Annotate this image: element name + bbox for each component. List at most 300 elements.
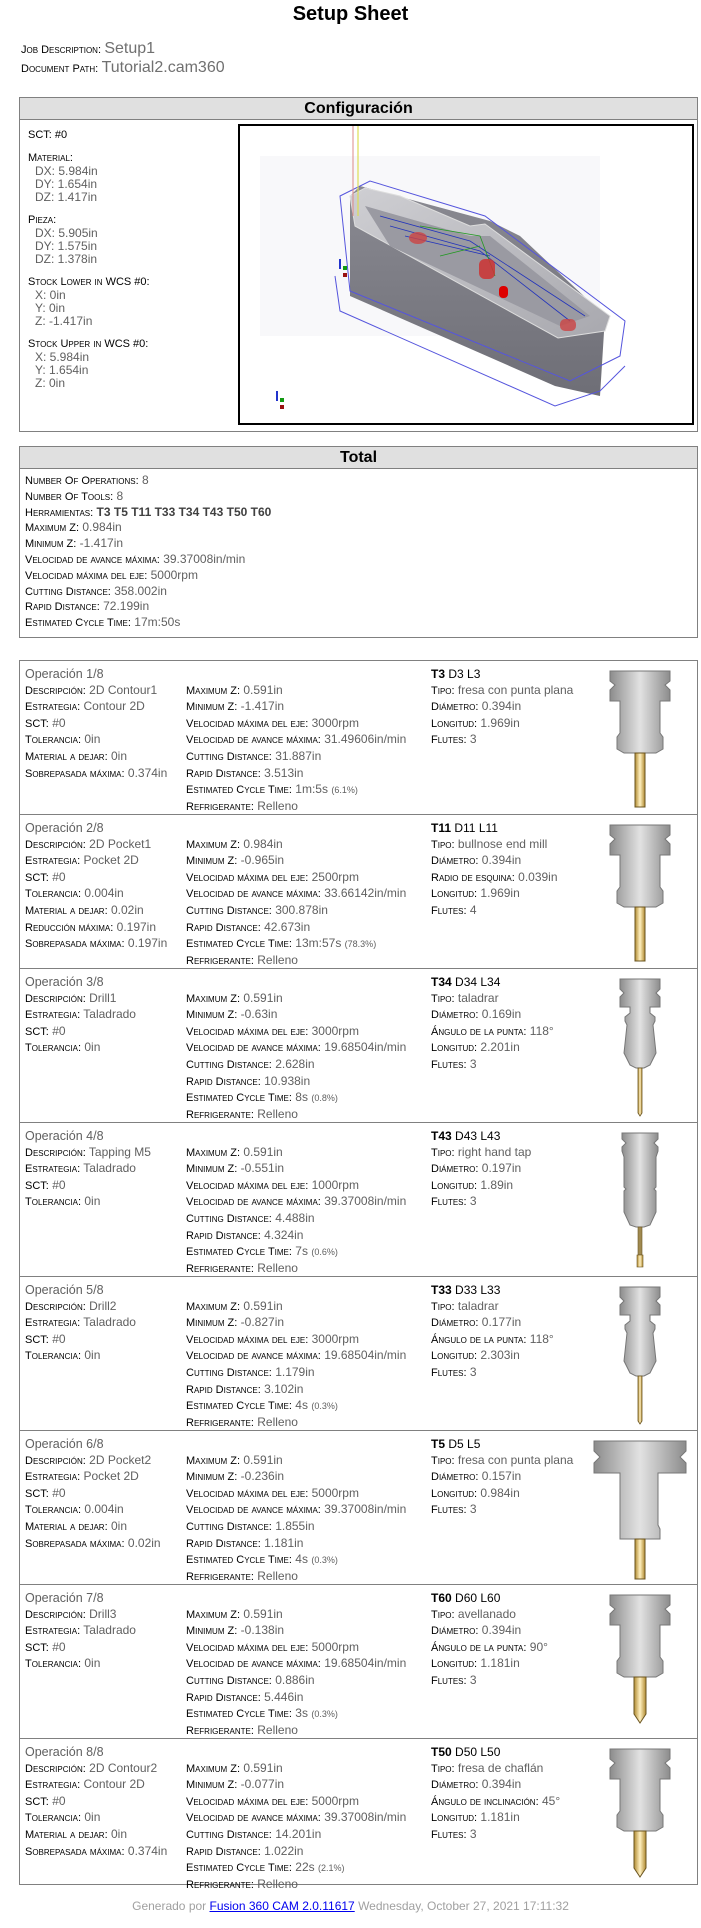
operation-stat-label: Cutting Distance:	[186, 1366, 272, 1379]
cycle-time-percent: (78.3%)	[344, 939, 377, 950]
operation-stat-label: Rapid Distance:	[186, 767, 261, 780]
tool-param-label: Diámetro:	[431, 1471, 479, 1484]
total-row	[25, 584, 697, 600]
operation-stat-label: Minimum Z:	[186, 1009, 238, 1022]
operation-stat	[186, 1178, 406, 1195]
operation-stats	[186, 1145, 406, 1278]
tool-dl: D34 L34	[455, 975, 501, 989]
operation-stats	[186, 1299, 406, 1432]
tool-param-value: 2.201in	[480, 1040, 520, 1055]
tool-param	[431, 1365, 554, 1382]
operation-stat	[186, 1827, 406, 1844]
operation-param-label: SCT:	[25, 1487, 49, 1500]
tool-param-value: taladrar	[457, 990, 499, 1005]
tool-param-label: Diámetro:	[431, 1317, 479, 1330]
tool-dl: D43 L43	[455, 1129, 501, 1143]
stock-upper-label: Stock Upper in WCS #0:	[28, 338, 149, 350]
operation-param-label: Descripción:	[25, 1300, 86, 1313]
tool-param	[431, 1761, 560, 1778]
operation-stat-value: 31.49606in/min	[324, 732, 407, 747]
tool-info	[431, 1745, 560, 1844]
tool-param-value: avellanado	[457, 1606, 516, 1621]
operation-param-value: Taladrado	[83, 1315, 136, 1330]
tool-title	[431, 1591, 548, 1607]
tool-param-value: 1.969in	[480, 715, 520, 730]
operation-param-label: Tolerancia:	[25, 1042, 82, 1055]
operation-stat-value: 4s	[295, 1398, 308, 1413]
operation-stat	[186, 853, 406, 870]
operation-stat	[186, 1090, 406, 1107]
tool-param-label: Longitud:	[431, 888, 478, 901]
operation-stat	[186, 1365, 406, 1382]
tool-param-label: Flutes:	[431, 1196, 467, 1209]
operation-stats	[186, 1761, 406, 1894]
operation-param	[25, 920, 167, 937]
operation-stat-label: Minimum Z:	[186, 1163, 238, 1176]
part-render-icon	[240, 126, 692, 423]
total-row	[25, 473, 697, 489]
tool-param-label: Tipo:	[431, 1762, 455, 1775]
tool-param-value: 118°	[529, 1023, 554, 1038]
operation-stat-value: 19.68504in/min	[324, 1040, 407, 1055]
operation-stat-value: -0.138in	[240, 1623, 285, 1638]
tool-param	[431, 1348, 554, 1365]
operation-param-value: Tapping M5	[88, 1144, 151, 1159]
operation-param	[25, 1178, 151, 1195]
operation-param	[25, 1145, 151, 1162]
operation-stat	[186, 1486, 406, 1503]
operation-param-value: 2D Pocket1	[89, 836, 152, 851]
total-title: Total	[20, 447, 697, 469]
operation-param	[25, 1502, 161, 1519]
tool-param	[431, 1007, 554, 1024]
tool-number: T34	[431, 975, 452, 989]
operation-stat-label: Rapid Distance:	[186, 1229, 261, 1242]
operation-info	[25, 1283, 136, 1365]
operation-stat-label: Minimum Z:	[186, 1625, 238, 1638]
tool-param-label: Diámetro:	[431, 1625, 479, 1638]
tool-info	[431, 1591, 548, 1690]
operation-param-value: Pocket 2D	[83, 853, 139, 868]
total-panel	[19, 446, 698, 638]
operation-param-value: 0in	[111, 748, 128, 763]
tool-param-label: Longitud:	[431, 1812, 478, 1825]
operation-stat	[186, 1244, 406, 1261]
stock-upper-x: X: 5.984in	[35, 350, 90, 364]
operation-item	[20, 1431, 697, 1585]
operation-stat-label: Minimum Z:	[186, 1471, 238, 1484]
operation-info	[25, 1437, 161, 1552]
operation-stat	[186, 1382, 406, 1399]
operation-stat-value: -0.63in	[240, 1007, 278, 1022]
tool-param-label: Ángulo de la punta:	[431, 1025, 527, 1038]
operation-stat	[186, 1640, 406, 1657]
operation-stat	[186, 1453, 406, 1470]
tool-param-value: 118°	[529, 1331, 554, 1346]
operation-param-value: #0	[52, 715, 66, 730]
tool-dl: D5 L5	[448, 1437, 481, 1451]
operation-param-value: 0.004in	[84, 1502, 124, 1517]
operation-param-value: Drill3	[89, 1606, 117, 1621]
operation-stat-label: Estimated Cycle Time:	[186, 938, 292, 951]
tool-info	[431, 1437, 573, 1519]
tool-param-value: 3	[469, 1364, 477, 1379]
total-row	[25, 489, 697, 505]
operation-stat-label: Minimum Z:	[186, 701, 238, 714]
operation-title: Operación 4/8	[25, 1129, 104, 1143]
tool-param	[431, 1827, 560, 1844]
total-row-value: -1.417in	[79, 536, 124, 551]
operation-param	[25, 683, 167, 700]
operation-param-value: 2D Contour1	[89, 682, 158, 697]
operation-stat-label: Refrigerante:	[186, 1724, 254, 1737]
tool-param	[431, 1194, 531, 1211]
operation-stat	[186, 782, 406, 799]
operation-stat-value: 5.446in	[264, 1689, 304, 1704]
operation-param-value: 0in	[84, 1810, 101, 1825]
operation-param	[25, 1469, 161, 1486]
operation-stat	[186, 732, 406, 749]
tool-param-label: Tipo:	[431, 1454, 455, 1467]
total-row	[25, 568, 697, 584]
tool-param	[431, 1315, 554, 1332]
total-row-value: 39.37008in/min	[163, 551, 246, 566]
tool-param	[431, 991, 554, 1008]
tool-param	[431, 683, 573, 700]
operation-stat	[186, 1777, 406, 1794]
tool-param-label: Longitud:	[431, 1179, 478, 1192]
operation-stat-value: 1m:5s	[295, 782, 328, 797]
tool-param	[431, 870, 558, 887]
operation-param	[25, 1040, 136, 1057]
operation-param-label: Descripción:	[25, 992, 86, 1005]
tool-param	[431, 1040, 554, 1057]
tool-param-value: fresa de chaflán	[457, 1760, 544, 1775]
operation-stat	[186, 1519, 406, 1536]
tool-param-label: Flutes:	[431, 1828, 467, 1841]
operation-stat-value: 33.66142in/min	[324, 886, 407, 901]
tool-dl: D11 L11	[454, 821, 498, 835]
operation-stat-label: Estimated Cycle Time:	[186, 1246, 292, 1259]
operation-stat	[186, 1007, 406, 1024]
tool-param-label: Tipo:	[431, 1300, 455, 1313]
operation-stat	[186, 766, 406, 783]
operation-param	[25, 1332, 136, 1349]
operation-param-label: Estrategia:	[25, 855, 81, 868]
tool-param-value: 1.969in	[480, 886, 520, 901]
job-description-row	[21, 40, 225, 59]
tool-image-drill-icon	[590, 1281, 690, 1426]
operation-param-value: Contour 2D	[83, 699, 145, 714]
operations-panel	[19, 660, 698, 1891]
operation-info	[25, 1745, 167, 1860]
operation-stat-label: Velocidad de avance máxima:	[186, 1658, 321, 1671]
operation-stat-label: Estimated Cycle Time:	[186, 1400, 292, 1413]
operation-param-value: 0in	[84, 1040, 101, 1055]
operation-param	[25, 1536, 161, 1553]
operation-param-value: 0in	[111, 1518, 128, 1533]
operation-stat-value: 0.591in	[243, 1606, 283, 1621]
fusion-cam-link[interactable]: Fusion 360 CAM 2.0.11617	[209, 1899, 355, 1913]
operation-param-label: Descripción:	[25, 1454, 86, 1467]
hole-marker-2	[479, 259, 495, 279]
operation-stat	[186, 1844, 406, 1861]
operation-param	[25, 1623, 136, 1640]
tool-number: T33	[431, 1283, 452, 1297]
tool-param	[431, 1453, 573, 1470]
tool-title	[431, 1283, 554, 1299]
operation-param-value: 0in	[111, 1826, 128, 1841]
operation-title: Operación 5/8	[25, 1283, 104, 1297]
total-row-value: 0.984in	[82, 520, 122, 535]
operation-param	[25, 716, 167, 733]
operation-stat-label: Rapid Distance:	[186, 921, 261, 934]
total-row-label: Minimum Z:	[25, 538, 77, 551]
total-row-value: T3 T5 T11 T33 T34 T43 T50 T60	[96, 504, 272, 519]
operation-stat	[186, 1794, 406, 1811]
operation-stat-value: Relleno	[257, 1722, 298, 1737]
tool-param-label: Diámetro:	[431, 1163, 479, 1176]
operation-param	[25, 1007, 136, 1024]
stock-upper-y: Y: 1.654in	[35, 363, 89, 377]
operation-stat	[186, 1398, 406, 1415]
operation-stat-value: 5000rpm	[311, 1793, 359, 1808]
operation-param-value: 0.02in	[127, 1535, 161, 1550]
configuration-details	[28, 128, 150, 399]
operation-param-value: 0.02in	[111, 902, 144, 917]
tool-param	[431, 1502, 573, 1519]
operation-param	[25, 1777, 167, 1794]
tool-number: T50	[431, 1745, 452, 1759]
operation-stat-label: Cutting Distance:	[186, 750, 272, 763]
tool-param-label: Longitud:	[431, 1350, 478, 1363]
operation-param-label: SCT:	[25, 1641, 49, 1654]
operation-stat-value: 8s	[295, 1090, 308, 1105]
tool-param-value: 0.394in	[481, 1777, 522, 1792]
operation-stat-label: Refrigerante:	[186, 1878, 254, 1891]
material-dx: DX: 5.984in	[35, 164, 98, 178]
operation-param-label: Tolerancia:	[25, 1350, 82, 1363]
operation-stat-value: 39.37008in/min	[324, 1194, 407, 1209]
operation-stat-label: Minimum Z:	[186, 855, 238, 868]
tool-param-value: 3	[469, 1672, 477, 1687]
footer-prefix: Generado por	[132, 1899, 207, 1913]
tool-number: T60	[431, 1591, 452, 1605]
tool-param-value: 0.984in	[480, 1485, 520, 1500]
job-description-label: Job Description:	[21, 44, 102, 56]
pieza-label: Pieza:	[28, 214, 57, 226]
tool-dl: D3 L3	[448, 667, 481, 681]
operation-stat	[186, 1469, 406, 1486]
total-row-label: Estimated Cycle Time:	[25, 617, 131, 630]
operation-stat	[186, 1074, 406, 1091]
operation-param-label: SCT:	[25, 871, 49, 884]
tool-param-value: 0.169in	[481, 1007, 522, 1022]
operation-stat-label: Maximum Z:	[186, 684, 240, 697]
tool-param-label: Diámetro:	[431, 1779, 479, 1792]
tool-param-label: Diámetro:	[431, 855, 479, 868]
tool-param	[431, 1640, 548, 1657]
operation-stat-value: Relleno	[257, 1568, 298, 1583]
operation-stat-label: Estimated Cycle Time:	[186, 1554, 292, 1567]
operation-param	[25, 1315, 136, 1332]
operation-param-label: Material a dejar:	[25, 1520, 108, 1533]
operation-param	[25, 1844, 167, 1861]
stock-upper-block	[28, 337, 150, 390]
sct-value: SCT: #0	[28, 129, 68, 141]
operation-param-label: SCT:	[25, 1333, 49, 1346]
operation-stat	[186, 1761, 406, 1778]
operation-stat	[186, 991, 406, 1008]
tool-param-label: Flutes:	[431, 1058, 467, 1071]
operation-stat	[186, 716, 406, 733]
operation-stat-label: Minimum Z:	[186, 1779, 238, 1792]
tool-param	[431, 1469, 573, 1486]
operation-param	[25, 1827, 167, 1844]
operation-stat	[186, 1723, 406, 1740]
tool-param	[431, 716, 573, 733]
tool-param-label: Tipo:	[431, 1608, 455, 1621]
operation-stat-label: Velocidad máxima del eje:	[186, 1641, 309, 1654]
operation-param-value: Contour 2D	[83, 1777, 145, 1792]
operation-stat-label: Rapid Distance:	[186, 1845, 261, 1858]
material-dz: DZ: 1.417in	[35, 190, 98, 204]
operation-param	[25, 853, 167, 870]
tool-param-value: 0.039in	[518, 869, 558, 884]
operation-stat-value: 42.673in	[264, 919, 311, 934]
tool-image-pointed-icon	[590, 1589, 690, 1734]
operation-stat	[186, 699, 406, 716]
operation-stat-value: 39.37008in/min	[324, 1810, 407, 1825]
cycle-time-percent: (6.1%)	[331, 785, 358, 796]
operation-stat-value: 300.878in	[275, 902, 328, 917]
operation-stat-value: 3.513in	[264, 765, 304, 780]
operation-stat	[186, 1024, 406, 1041]
tool-title	[431, 667, 573, 683]
operation-title: Operación 6/8	[25, 1437, 104, 1451]
tool-param-label: Tipo:	[431, 1146, 455, 1159]
tool-param-label: Diámetro:	[431, 1009, 479, 1022]
operation-stat-value: 5000rpm	[311, 1639, 359, 1654]
cycle-time-percent: (0.6%)	[311, 1247, 338, 1258]
operation-stat	[186, 1211, 406, 1228]
tool-param-value: 0.197in	[481, 1161, 522, 1176]
operation-info	[25, 1129, 151, 1211]
operation-param	[25, 903, 167, 920]
operation-stat	[186, 903, 406, 920]
tool-image-drill-icon	[590, 973, 690, 1118]
operation-stats	[186, 837, 406, 970]
total-row	[25, 599, 697, 615]
operation-stat-value: 0.591in	[243, 990, 283, 1005]
operation-param	[25, 1794, 167, 1811]
tool-param	[431, 1810, 560, 1827]
operation-item	[20, 815, 697, 969]
operation-param	[25, 1519, 161, 1536]
tool-info	[431, 821, 558, 920]
tool-image-wide-icon	[590, 1435, 690, 1580]
operation-stat-label: Cutting Distance:	[186, 1674, 272, 1687]
operation-param-label: Estrategia:	[25, 701, 81, 714]
operation-item	[20, 1585, 697, 1739]
tool-info	[431, 1129, 531, 1211]
tool-param-label: Ángulo de la punta:	[431, 1333, 527, 1346]
operation-info	[25, 821, 167, 953]
operation-param-label: SCT:	[25, 1025, 49, 1038]
operation-stat-value: 0.591in	[243, 1760, 283, 1775]
total-row	[25, 615, 697, 631]
tool-param-value: 3	[469, 1056, 477, 1071]
operation-stat-value: 2.628in	[275, 1056, 315, 1071]
operation-param-value: #0	[52, 1793, 66, 1808]
operation-stat-value: 2500rpm	[311, 869, 359, 884]
operation-stat	[186, 1552, 406, 1569]
operation-param	[25, 936, 167, 953]
total-row-label: Herramientas:	[25, 506, 94, 519]
operation-param	[25, 699, 167, 716]
operation-param-label: Descripción:	[25, 1146, 86, 1159]
total-row-value: 8	[141, 473, 149, 487]
operation-item	[20, 661, 697, 815]
operation-stat-label: Velocidad máxima del eje:	[186, 1795, 309, 1808]
operation-stat	[186, 1673, 406, 1690]
tool-param	[431, 1486, 573, 1503]
document-path-label: Document Path:	[21, 63, 99, 75]
tool-param-value: bullnose end mill	[457, 836, 548, 851]
tool-image-pointed-icon	[590, 1743, 690, 1888]
operation-param-label: Tolerancia:	[25, 1504, 82, 1517]
tool-param	[431, 1607, 548, 1624]
operation-param-value: Taladrado	[83, 1007, 136, 1022]
operation-param	[25, 1656, 136, 1673]
operation-param-value: Drill1	[89, 990, 117, 1005]
operation-stat-label: Velocidad máxima del eje:	[186, 717, 309, 730]
stock-lower-x: X: 0in	[35, 288, 66, 302]
operation-param-value: 0.374in	[127, 765, 168, 780]
operation-param-value: Pocket 2D	[83, 1469, 139, 1484]
tool-param-value: 3	[469, 1502, 477, 1517]
operation-param-label: Sobrepasada máxima:	[25, 767, 125, 780]
tool-number: T3	[431, 667, 446, 681]
tool-param-label: Flutes:	[431, 1504, 467, 1517]
tool-param-label: Flutes:	[431, 734, 467, 747]
tool-param-value: 3	[469, 1194, 477, 1209]
operation-param-value: 0in	[84, 732, 101, 747]
tool-title	[431, 1129, 531, 1145]
operation-title: Operación 2/8	[25, 821, 104, 835]
operation-stat-label: Estimated Cycle Time:	[186, 1862, 292, 1875]
cycle-time-percent: (2.1%)	[318, 1863, 345, 1874]
tool-title	[431, 1437, 573, 1453]
tool-param	[431, 1299, 554, 1316]
tool-param-label: Ángulo de la punta:	[431, 1641, 527, 1654]
tool-param	[431, 1145, 531, 1162]
operation-stat-value: 22s	[295, 1860, 315, 1875]
operation-stat-value: 19.68504in/min	[324, 1656, 407, 1671]
operation-param-label: Tolerancia:	[25, 734, 82, 747]
operation-stat-label: Refrigerante:	[186, 1416, 254, 1429]
operation-stat-value: -0.827in	[240, 1315, 285, 1330]
total-row	[25, 552, 697, 568]
tool-param-label: Flutes:	[431, 904, 467, 917]
operation-param	[25, 1194, 151, 1211]
operation-stat	[186, 1569, 406, 1586]
configuration-title: Configuración	[20, 98, 697, 120]
operation-stat	[186, 1145, 406, 1162]
operation-stat-label: Refrigerante:	[186, 954, 254, 967]
tool-dl: D60 L60	[455, 1591, 501, 1605]
operation-param	[25, 1761, 167, 1778]
